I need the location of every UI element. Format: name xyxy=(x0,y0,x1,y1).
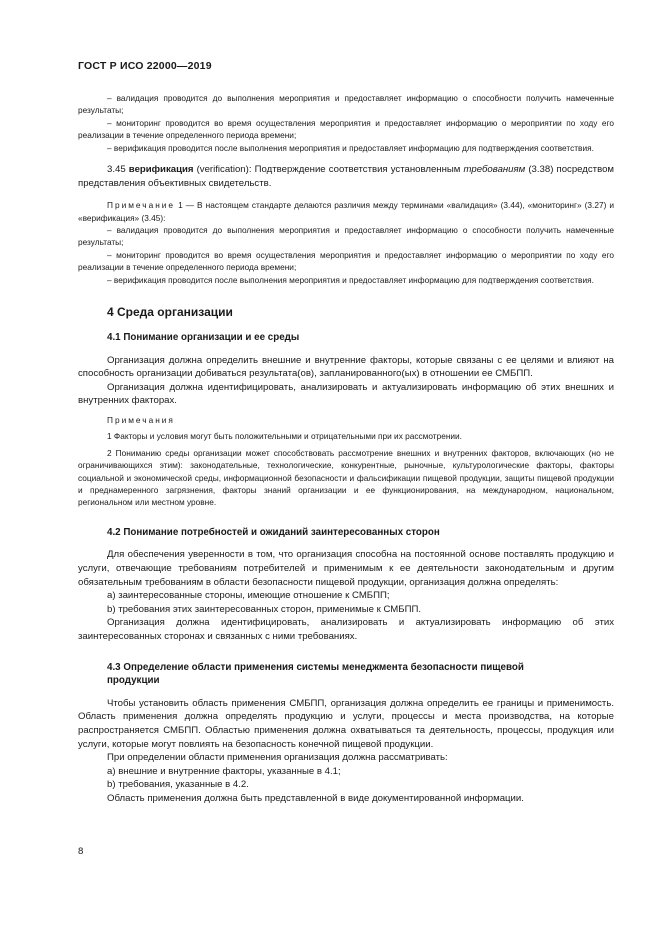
note-text: 1 — В настоящем стандарте делаются различия между терминами «валидация» (3.44), «мониторинг» (3.27) и «верификация» (3.45): xyxy=(78,200,615,223)
definition-text-after: (3.38) посредством представления объективных свидетельств. xyxy=(78,164,615,189)
note-paragraph xyxy=(78,199,614,224)
list-item: – валидация проводится до выполнения мероприятия и предоставляет информацию о способности получить намеченные результаты; xyxy=(78,93,614,116)
paragraph: Организация должна определить внешние и внутренние факторы, которые связаны с ее целями и влияют на способность организации добиваться результата(ов), запланированного(ых) в отношении ее СМБПП. xyxy=(78,354,614,380)
paragraph: Организация должна идентифицировать, анализировать и актуализировать информацию об этих внешних и внутренних факторах. xyxy=(78,381,614,407)
list-item: a) внешние и внутренние факторы, указанные в 4.1; xyxy=(107,765,341,777)
list-item: b) требования этих заинтересованных сторон, применимые к СМБПП. xyxy=(107,603,422,615)
subsection-heading-line: продукции xyxy=(107,675,160,687)
paragraph: Область применения должна быть представленной в виде документированной информации. xyxy=(107,792,524,804)
list-item: b) требования, указанные в 4.2. xyxy=(107,779,249,791)
subsection-heading: 4.1 Понимание организации и ее среды xyxy=(107,332,300,344)
page-content xyxy=(78,92,614,806)
list-item: – мониторинг проводится во время осуществления мероприятия и предоставляет информацию о мероприятии по ходу его реализации в течение определенного периода времени; xyxy=(78,249,614,273)
definition-italic-term: требованиям xyxy=(463,164,526,176)
standard-header: ГОСТ Р ИСО 22000—2019 xyxy=(78,60,212,72)
definition-3-45 xyxy=(78,163,614,190)
list-item: a) заинтересованные стороны, имеющие отношение к СМБПП; xyxy=(107,590,390,602)
note-paragraph: 1 Факторы и условия могут быть положительными и отрицательными при их рассмотрении. xyxy=(107,431,462,442)
subsection-4-1-body xyxy=(78,354,614,408)
notes-block xyxy=(78,414,614,509)
subsection-heading-line: 4.3 Определение области применения системы менеджмента безопасности пищевой xyxy=(107,661,524,673)
note-label: Примечание xyxy=(107,200,176,211)
definition-term: верификация xyxy=(128,164,194,176)
intro-list xyxy=(78,92,614,154)
paragraph: При определении области применения организация должна рассматривать: xyxy=(107,752,448,764)
list-item: – верификация проводится после выполнения мероприятия и предоставляет информацию для подтверждения соответствия. xyxy=(107,274,594,285)
paragraph: Чтобы установить область применения СМБПП, организация должна определить ее границы и применимость. Область применения должна определять продукцию и услуги, процессы и места производства, на которые распространяется СМБПП. Областью применения должна охватываться та деятельность, процессы, продукция или услуги, которые могут повлиять на безопасность конечной пищевой продукции. xyxy=(78,697,614,750)
subsection-4-3-body xyxy=(78,697,614,806)
definition-text: Подтверждение соответствия установленным xyxy=(254,164,461,176)
section-heading: 4 Среда организации xyxy=(107,305,233,320)
definition-english: (verification): xyxy=(196,164,252,176)
subsection-heading xyxy=(78,661,614,688)
list-item: – мониторинг проводится во время осуществления мероприятия и предоставляет информацию о мероприятии по ходу его реализации в течение определенного периода времени; xyxy=(78,117,614,141)
paragraph: Для обеспечения уверенности в том, что организация способна на постоянной основе поставлять продукцию и услуги, отвечающие требованиям потребителей и применимым к ее деятельности законодательным и другим обязательным требованиям в области безопасности пищевой продукции, организация должна определять: xyxy=(78,549,614,588)
subsection-4-2-body xyxy=(78,548,614,643)
list-item: – верификация проводится после выполнения мероприятия и предоставляет информацию для подтверждения соответствия. xyxy=(107,142,594,153)
page-number: 8 xyxy=(78,846,84,857)
note-paragraph: 2 Пониманию среды организации может способствовать рассмотрение внешних и внутренних факторов, включающих (но не ограничивающихся этим): законодательные, технологические, конкурентные, рыночные, культурологические факторы, факторы социальной и экономической среды, информационной безопасности и фальсификации пищевой продукции, защиты пищевой продукции и преднамеренного загрязнения, факторы знаний организации и ее функционирования, на международном, национальном, региональном или местном уровне. xyxy=(78,447,614,508)
paragraph: Организация должна идентифицировать, анализировать и актуализировать информацию об этих заинтересованных сторонах и связанных с ними требованиях. xyxy=(78,617,614,643)
definition-number: 3.45 xyxy=(107,164,126,176)
list-item: – валидация проводится до выполнения мероприятия и предоставляет информацию о способности получить намеченные результаты; xyxy=(78,225,614,248)
notes-label: Примечания xyxy=(107,415,175,426)
note-3-45 xyxy=(78,199,614,286)
subsection-heading: 4.2 Понимание потребностей и ожиданий заинтересованных сторон xyxy=(107,526,440,538)
